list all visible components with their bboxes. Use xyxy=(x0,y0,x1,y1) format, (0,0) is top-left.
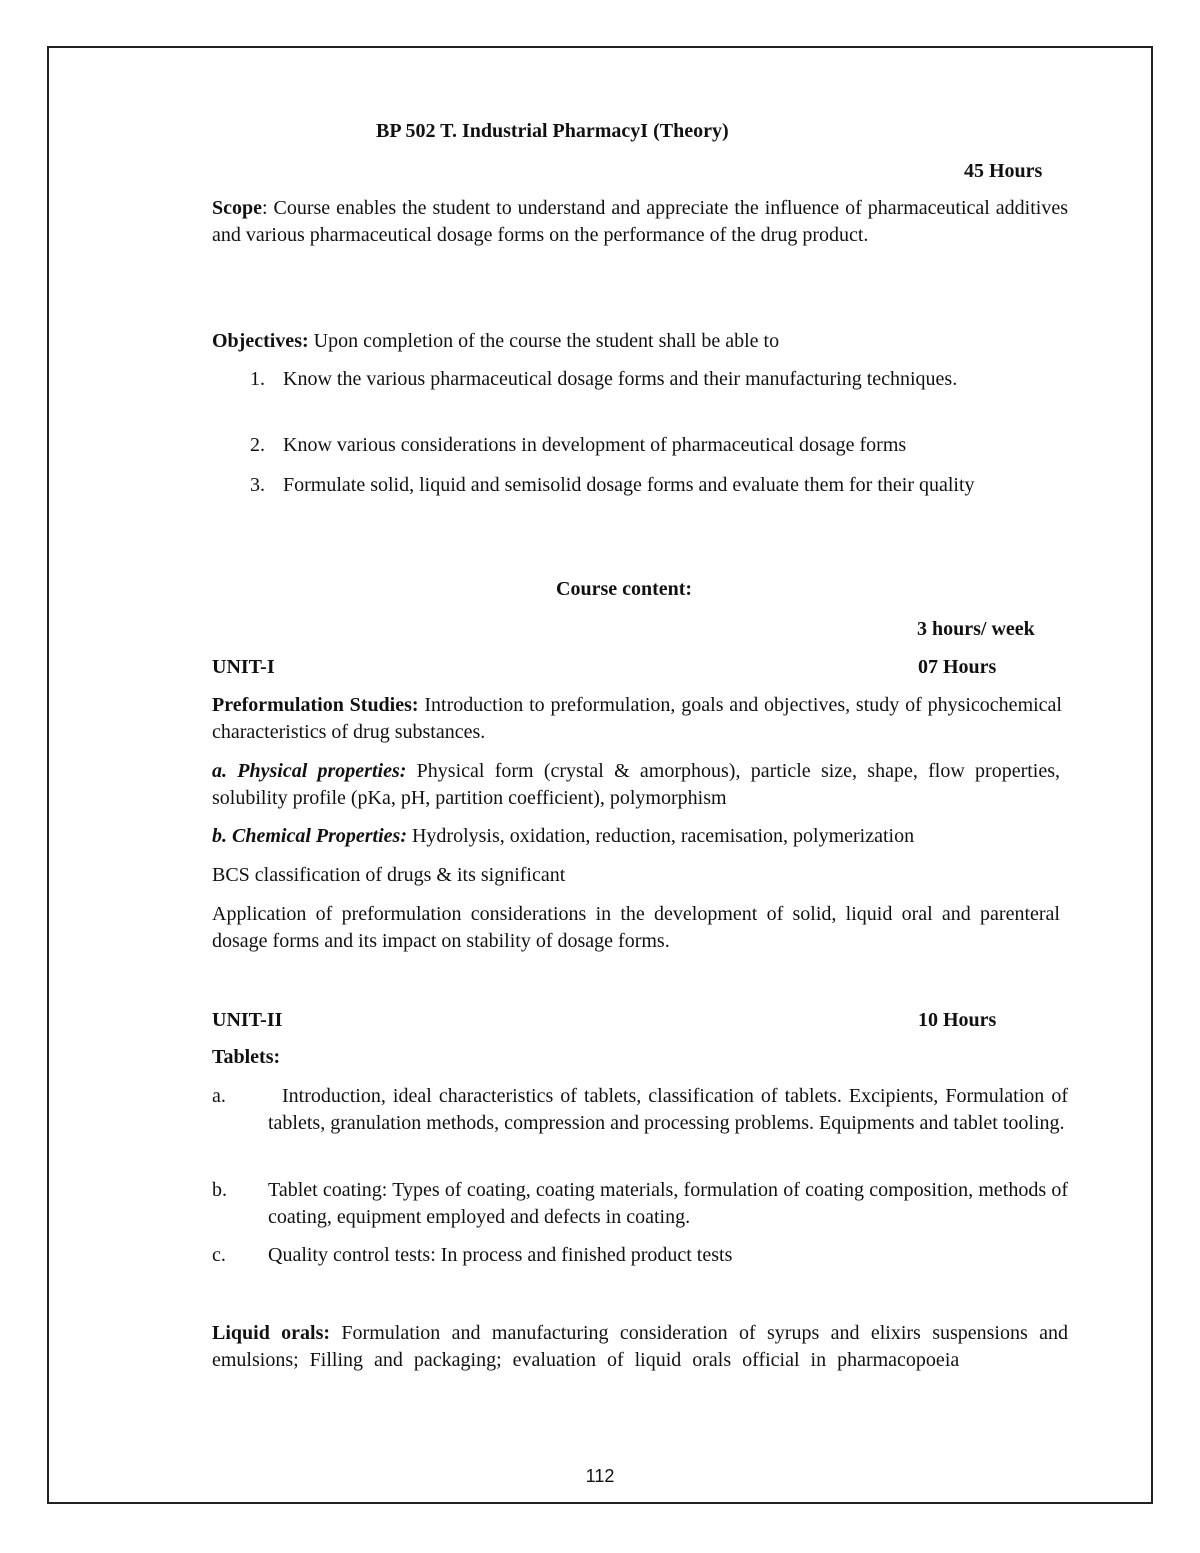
preformulation-label: Preformulation Studies: xyxy=(212,694,419,716)
hours-per-week: 3 hours/ week xyxy=(917,618,1035,640)
objective-number: 2. xyxy=(250,434,265,456)
scope-text: : Course enables the student to understand and appreciate the influence of pharmaceutical additives and various pharmaceutical dosage forms on the performance of the drug product. xyxy=(212,197,1068,246)
preformulation-paragraph xyxy=(212,692,1062,746)
unit2-title: UNIT-II xyxy=(212,1009,283,1031)
page-number: 112 xyxy=(585,1466,615,1486)
tablet-item-text: Tablet coating: Types of coating, coating materials, formulation of coating composition, methods of coating, equipment employed and defects in coating. xyxy=(268,1179,1068,1228)
physical-properties-text: Physical form (crystal & amorphous), particle size, shape, flow properties, solubility profile (pKa, pH, partition coefficient), polymorphism xyxy=(212,760,1060,809)
scope-paragraph xyxy=(212,195,1068,249)
chemical-properties-paragraph xyxy=(212,823,1068,850)
course-title: BP 502 T. Industrial PharmacyI (Theory) xyxy=(376,120,729,142)
objective-number: 3. xyxy=(250,474,265,496)
chemical-properties-text: Hydrolysis, oxidation, reduction, racemisation, polymerization xyxy=(406,825,915,847)
objective-text: Know various considerations in development of pharmaceutical dosage forms xyxy=(283,434,907,456)
liquid-orals-paragraph xyxy=(212,1320,1068,1374)
unit2-hours: 10 Hours xyxy=(918,1009,997,1031)
objective-text: Formulate solid, liquid and semisolid dosage forms and evaluate them for their quality xyxy=(283,474,975,496)
liquid-orals-text: Formulation and manufacturing consideration of syrups and elixirs suspensions and emulsions; Filling and packaging; evaluation of liquid orals official in pharmacopoeia xyxy=(212,1322,1068,1371)
tablet-item-letter: c. xyxy=(212,1244,226,1266)
tablets-heading: Tablets: xyxy=(212,1046,281,1068)
objective-number: 1. xyxy=(250,368,265,390)
chemical-properties-label: b. Chemical Properties: xyxy=(212,825,407,847)
unit1-hours: 07 Hours xyxy=(918,656,997,678)
objective-text: Know the various pharmaceutical dosage forms and their manufacturing techniques. xyxy=(283,368,958,390)
bcs-paragraph: BCS classification of drugs & its significant xyxy=(212,864,566,886)
tablet-item-letter: a. xyxy=(212,1085,226,1107)
objectives-intro xyxy=(212,328,1068,355)
objectives-intro-text: Upon completion of the course the student shall be able to xyxy=(308,330,780,352)
application-paragraph: Application of preformulation considerations in the development of solid, liquid oral and parenteral dosage forms and its impact on stability of dosage forms. xyxy=(212,903,1060,952)
total-hours: 45 Hours xyxy=(964,160,1043,182)
tablet-item-text: Introduction, ideal characteristics of tablets, classification of tablets. Excipients, Formulation of tablets, granulation methods, compression and processing problems. Equipments and tablet tooling. xyxy=(268,1085,1068,1134)
objectives-label: Objectives: xyxy=(212,330,309,352)
scope-label: Scope xyxy=(212,197,262,219)
unit1-title: UNIT-I xyxy=(212,656,275,678)
course-content-heading: Course content: xyxy=(556,578,693,600)
preformulation-text: Introduction to preformulation, goals and objectives, study of physicochemical characteristics of drug substances. xyxy=(212,694,1062,743)
tablet-item-letter: b. xyxy=(212,1179,227,1201)
physical-properties-label: a. Physical properties: xyxy=(212,760,407,782)
physical-properties-paragraph xyxy=(212,758,1060,812)
tablet-item-text: Quality control tests: In process and finished product tests xyxy=(268,1244,733,1266)
liquid-orals-label: Liquid orals: xyxy=(212,1322,331,1344)
